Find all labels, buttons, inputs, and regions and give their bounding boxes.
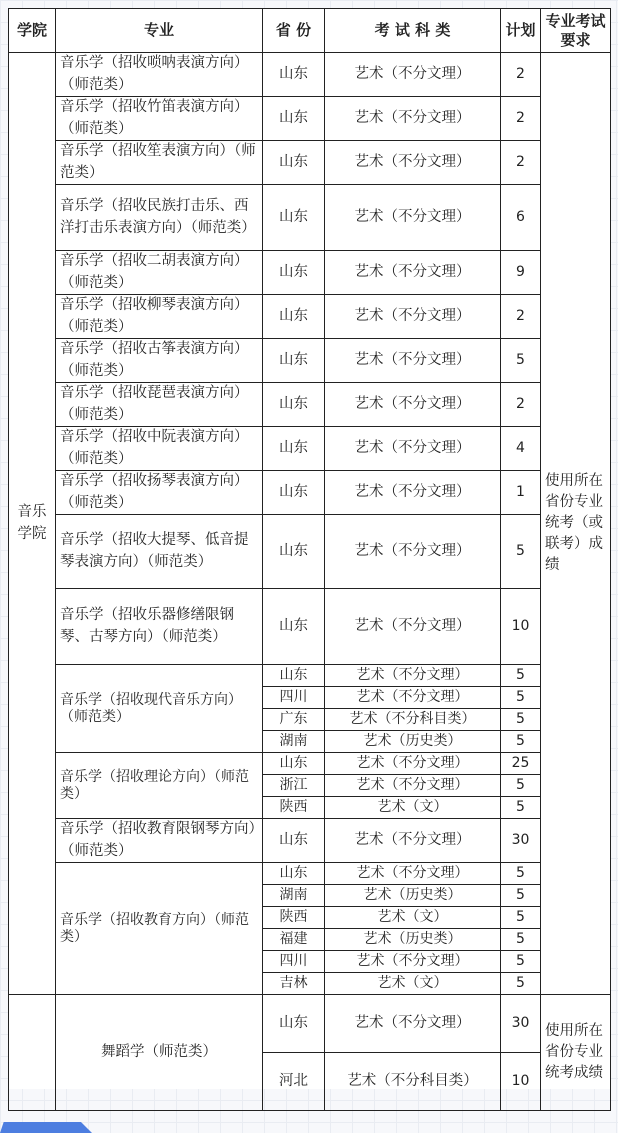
plan-cell: 5: [501, 339, 541, 383]
exam-category-cell: 艺术（文）: [325, 797, 501, 819]
province-cell: 山东: [263, 295, 325, 339]
header-row: [9, 9, 611, 53]
table-row: [9, 251, 611, 295]
province-cell: 福建: [263, 929, 325, 951]
major-cell: 音乐学（招收柳琴表演方向）（师范类）: [56, 295, 263, 339]
major-cell: 舞蹈学（师范类）: [56, 995, 263, 1111]
table-row: [9, 383, 611, 427]
major-cell: 音乐学（招收教育限钢琴方向）（师范类）: [56, 819, 263, 863]
table-row: [9, 295, 611, 339]
plan-cell: 2: [501, 383, 541, 427]
exam-category-cell: 艺术（不分文理）: [325, 819, 501, 863]
exam-category-cell: 艺术（不分文理）: [325, 515, 501, 589]
major-cell: 音乐学（招收中阮表演方向）（师范类）: [56, 427, 263, 471]
table-row: [9, 53, 611, 97]
exam-category-cell: 艺术（不分文理）: [325, 339, 501, 383]
major-cell: 音乐学（招收扬琴表演方向）（师范类）: [56, 471, 263, 515]
header-exam-category: 考 试 科 类: [325, 9, 501, 53]
exam-category-cell: 艺术（不分文理）: [325, 753, 501, 775]
province-cell: 湖南: [263, 885, 325, 907]
plan-cell: 10: [501, 1053, 541, 1111]
enrollment-plan-table: [8, 8, 611, 1111]
province-cell: 陕西: [263, 907, 325, 929]
plan-cell: 5: [501, 665, 541, 687]
exam-category-cell: 艺术（不分文理）: [325, 951, 501, 973]
table-row: [9, 665, 611, 687]
exam-category-cell: 艺术（不分文理）: [325, 863, 501, 885]
province-cell: 四川: [263, 951, 325, 973]
major-cell: 音乐学（招收教育方向）（师范类）: [56, 863, 263, 995]
header-province: 省 份: [263, 9, 325, 53]
exam-category-cell: 艺术（不分文理）: [325, 471, 501, 515]
plan-cell: 5: [501, 797, 541, 819]
exam-category-cell: 艺术（不分文理）: [325, 53, 501, 97]
province-cell: 山东: [263, 471, 325, 515]
bottom-tab-decoration: [0, 1122, 92, 1133]
table-row: [9, 339, 611, 383]
major-cell: 音乐学（招收古筝表演方向）（师范类）: [56, 339, 263, 383]
province-cell: 山东: [263, 427, 325, 471]
plan-cell: 2: [501, 295, 541, 339]
exam-category-cell: 艺术（不分文理）: [325, 295, 501, 339]
plan-cell: 25: [501, 753, 541, 775]
province-cell: 山东: [263, 515, 325, 589]
major-cell: 音乐学（招收笙表演方向）（师范类）: [56, 141, 263, 185]
plan-cell: 1: [501, 471, 541, 515]
exam-category-cell: 艺术（不分文理）: [325, 687, 501, 709]
exam-category-cell: 艺术（文）: [325, 907, 501, 929]
province-cell: 山东: [263, 383, 325, 427]
plan-cell: 2: [501, 97, 541, 141]
header-major: 专业: [56, 9, 263, 53]
college-cell: 音乐学院: [9, 53, 56, 995]
exam-category-cell: 艺术（不分科目类）: [325, 709, 501, 731]
exam-category-cell: 艺术（不分文理）: [325, 185, 501, 251]
exam-category-cell: 艺术（历史类）: [325, 929, 501, 951]
plan-cell: 5: [501, 951, 541, 973]
province-cell: 湖南: [263, 731, 325, 753]
province-cell: 山东: [263, 53, 325, 97]
exam-category-cell: 艺术（文）: [325, 973, 501, 995]
plan-cell: 9: [501, 251, 541, 295]
major-cell: 音乐学（招收竹笛表演方向）（师范类）: [56, 97, 263, 141]
province-cell: 山东: [263, 141, 325, 185]
table-row: [9, 515, 611, 589]
table-row: [9, 471, 611, 515]
header-college: 学院: [9, 9, 56, 53]
province-cell: 山东: [263, 97, 325, 141]
exam-category-cell: 艺术（不分科目类）: [325, 1053, 501, 1111]
exam-category-cell: 艺术（历史类）: [325, 731, 501, 753]
exam-category-cell: 艺术（历史类）: [325, 885, 501, 907]
province-cell: 山东: [263, 995, 325, 1053]
requirement-cell-dance: 使用所在省份专业统考成绩: [541, 995, 611, 1111]
college-cell-empty: [9, 995, 56, 1111]
exam-category-cell: 艺术（不分文理）: [325, 427, 501, 471]
plan-cell: 5: [501, 929, 541, 951]
province-cell: 山东: [263, 589, 325, 665]
plan-cell: 4: [501, 427, 541, 471]
exam-category-cell: 艺术（不分文理）: [325, 383, 501, 427]
table-row: [9, 141, 611, 185]
plan-cell: 5: [501, 515, 541, 589]
plan-cell: 30: [501, 995, 541, 1053]
exam-category-cell: 艺术（不分文理）: [325, 251, 501, 295]
exam-category-cell: 艺术（不分文理）: [325, 665, 501, 687]
exam-category-cell: 艺术（不分文理）: [325, 97, 501, 141]
major-cell: 音乐学（招收民族打击乐、西洋打击乐表演方向）（师范类）: [56, 185, 263, 251]
exam-category-cell: 艺术（不分文理）: [325, 141, 501, 185]
major-cell: 音乐学（招收唢呐表演方向）（师范类）: [56, 53, 263, 97]
province-cell: 山东: [263, 251, 325, 295]
enrollment-plan-sheet: [8, 8, 610, 1089]
exam-category-cell: 艺术（不分文理）: [325, 995, 501, 1053]
table-row: [9, 863, 611, 885]
table-row: [9, 819, 611, 863]
table-row: [9, 589, 611, 665]
plan-cell: 30: [501, 819, 541, 863]
major-cell: 音乐学（招收理论方向）（师范类）: [56, 753, 263, 819]
province-cell: 陕西: [263, 797, 325, 819]
table-row: [9, 427, 611, 471]
plan-cell: 5: [501, 907, 541, 929]
plan-cell: 5: [501, 863, 541, 885]
plan-cell: 5: [501, 709, 541, 731]
province-cell: 山东: [263, 339, 325, 383]
plan-cell: 2: [501, 141, 541, 185]
province-cell: 浙江: [263, 775, 325, 797]
province-cell: 广东: [263, 709, 325, 731]
province-cell: 山东: [263, 863, 325, 885]
plan-cell: 5: [501, 775, 541, 797]
province-cell: 四川: [263, 687, 325, 709]
plan-cell: 5: [501, 731, 541, 753]
exam-category-cell: 艺术（不分文理）: [325, 775, 501, 797]
province-cell: 山东: [263, 665, 325, 687]
major-cell: 音乐学（招收乐器修缮限钢琴、古琴方向）（师范类）: [56, 589, 263, 665]
plan-cell: 6: [501, 185, 541, 251]
major-cell: 音乐学（招收大提琴、低音提琴表演方向）（师范类）: [56, 515, 263, 589]
table-row: [9, 97, 611, 141]
plan-cell: 5: [501, 973, 541, 995]
plan-cell: 10: [501, 589, 541, 665]
major-cell: 音乐学（招收现代音乐方向）（师范类）: [56, 665, 263, 753]
plan-cell: 2: [501, 53, 541, 97]
table-row: [9, 995, 611, 1053]
exam-category-cell: 艺术（不分文理）: [325, 589, 501, 665]
header-plan: 计划: [501, 9, 541, 53]
plan-cell: 5: [501, 885, 541, 907]
province-cell: 河北: [263, 1053, 325, 1111]
major-cell: 音乐学（招收二胡表演方向）（师范类）: [56, 251, 263, 295]
plan-cell: 5: [501, 687, 541, 709]
province-cell: 山东: [263, 819, 325, 863]
province-cell: 吉林: [263, 973, 325, 995]
table-row: [9, 185, 611, 251]
table-row: [9, 753, 611, 775]
province-cell: 山东: [263, 753, 325, 775]
header-requirement: 专业考试要求: [541, 9, 611, 53]
major-cell: 音乐学（招收琵琶表演方向）（师范类）: [56, 383, 263, 427]
province-cell: 山东: [263, 185, 325, 251]
requirement-cell-music: 使用所在省份专业统考（或联考）成绩: [541, 53, 611, 995]
